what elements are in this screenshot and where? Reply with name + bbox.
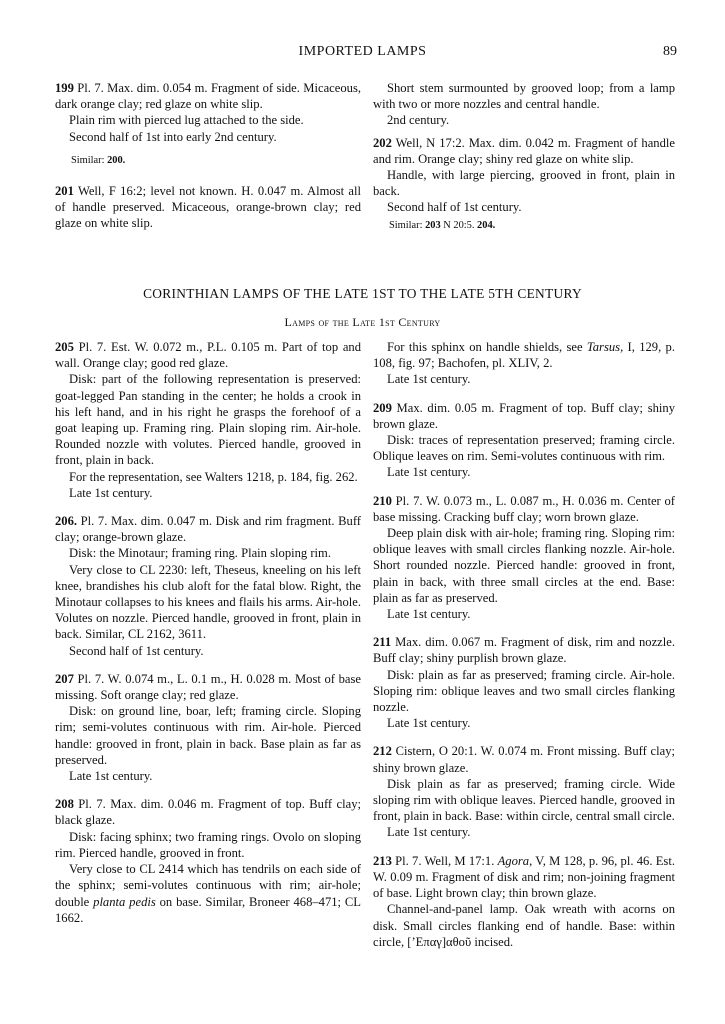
entry-text: Well, F 16:2; level not known. H. 0.047 m. Almost all of handle preserved. Micaceous, orange-brown clay; red glaze on white slip.	[55, 184, 361, 231]
entry-text: Handle, with large piercing, grooved in front, plain in back.	[373, 168, 675, 199]
catalog-entry-205	[55, 339, 361, 501]
catalog-entry-210	[373, 493, 675, 623]
similar-ref: 200.	[107, 154, 126, 166]
catalog-entry-201	[55, 183, 361, 232]
bottom-left-column	[55, 339, 361, 938]
text-run: , V, M 128, p. 96, pl. 46. Est. W. 0.09 m. Fragment of disk and rim; non-joining fragment of base. Light brown clay; thin brown glaze.	[373, 853, 675, 901]
entry-text: Second half of 1st into early 2nd century.	[69, 129, 277, 144]
entry-text: Well, N 17:2. Max. dim. 0.042 m. Fragment of handle and rim. Orange clay; shiny red glaze on white slip.	[373, 135, 675, 166]
entry-text: For the representation, see Walters 1218, p. 184, fig. 262.	[69, 469, 358, 484]
entry-text: Short stem surmounted by grooved loop; from a lamp with two or more nozzles and central handle.	[373, 81, 675, 112]
running-header	[0, 44, 725, 64]
entry-number: 199	[55, 81, 74, 95]
text-run: on base. Similar, Broneer 468–471; CL 1662.	[55, 894, 361, 925]
entry-number: 209	[373, 400, 392, 415]
entry-number: 207	[55, 671, 74, 686]
entry-text: Deep plain disk with air-hole; framing ring. Sloping rim: oblique leaves with small circles flanking nozzle. Air-hole. Short rounded nozzle. Pierced handle: grooved in front, plain in back, with three small circles at the end. Base: plain as far as preserved.	[373, 526, 675, 605]
entry-number: 202	[373, 135, 392, 150]
entry-text: Very close to CL 2230: left, Theseus, kneeling on his left knee, brandishes his club aloft for the fatal blow. Right, the Minotaur collapses to his knees and flails his arms. Air-hole. Volutes on nozzle. Pierced handle, grooved in front, plain in back. Similar, CL 2162, 3611.	[55, 562, 361, 642]
similar-ref: 203	[425, 219, 441, 231]
entry-text: Late 1st century.	[387, 716, 471, 731]
entry-number: 205	[55, 340, 74, 354]
entry-text: Pl. 7. W. 0.073 m., L. 0.087 m., H. 0.036 m. Center of base missing. Cracking buff clay; worn brown glaze.	[373, 493, 675, 524]
entry-number: 212	[373, 744, 392, 759]
entry-number: 213	[373, 853, 392, 868]
running-title: IMPORTED LAMPS	[298, 44, 427, 59]
entry-text: Disk plain as far as preserved; framing circle. Wide sloping rim with oblique leaves. Pierced handle, grooved in front, plain in back. Base: within circle, central small circle.	[373, 776, 675, 824]
entry-text: Late 1st century.	[69, 485, 153, 500]
catalog-entry-206	[55, 513, 361, 659]
entry-text: Plain rim with pierced lug attached to the side.	[69, 113, 304, 128]
catalog-entry-213	[373, 853, 675, 950]
text-run: For this sphinx on handle shields, see	[387, 340, 587, 354]
section-subtitle	[0, 315, 725, 330]
catalog-entry-208	[55, 796, 361, 926]
italic-title: Tarsus	[586, 340, 621, 354]
entry-text: Max. dim. 0.05 m. Fragment of top. Buff clay; shiny brown glaze.	[373, 400, 675, 431]
entry-text: Pl. 7. Max. dim. 0.054 m. Fragment of side. Micaceous, dark orange clay; red glaze on white slip.	[55, 81, 361, 112]
subtitle-text: Lamps of the Late 1st Century	[284, 315, 441, 329]
entry-number: 210	[373, 493, 392, 508]
page-number: 89	[663, 44, 677, 59]
entry-number: 206.	[55, 514, 78, 529]
entry-number: 201	[55, 184, 74, 199]
entry-text: Disk: plain as far as preserved; framing circle. Air-hole. Sloping rim: oblique leaves and two small circles flanking nozzle.	[373, 667, 675, 715]
italic-title: Agora	[497, 853, 530, 868]
entry-text: Pl. 7. W. 0.074 m., L. 0.1 m., H. 0.028 m. Most of base missing. Soft orange clay; red glaze.	[55, 671, 361, 703]
similar-ref: 204.	[477, 219, 496, 231]
catalog-entry-207	[55, 671, 361, 784]
top-left-column	[55, 80, 361, 244]
entry-text: Disk: the Minotaur; framing ring. Plain sloping rim.	[69, 546, 331, 561]
catalog-entry-209	[373, 400, 675, 481]
italic-term: planta pedis	[93, 894, 156, 909]
entry-text	[55, 861, 361, 926]
catalog-entry-202	[373, 135, 675, 216]
similar-label: Similar:	[71, 154, 108, 166]
entry-text	[373, 339, 675, 371]
bottom-right-column	[373, 339, 675, 962]
similar-location: N 20:5.	[440, 219, 478, 231]
text-run: Very close to CL 2414 which has tendrils on each side of the sphinx; semi-volutes continuous with rim; air-hole; double	[55, 862, 361, 909]
entry-text: Disk: part of the following representation is preserved: goat-legged Pan standing in the center; he holds a crook in his left hand, and in his right he grasps the forehoof of a goat leaping up. Framing ring. Plain sloping rim. Air-hole. Rounded nozzle with volutes. Pierced handle, grooved in front, plain in back.	[55, 372, 361, 468]
entry-text: Late 1st century.	[387, 825, 471, 840]
entry-text: Second half of 1st century.	[387, 200, 522, 215]
entry-text: Disk: on ground line, boar, left; framing circle. Sloping rim; semi-volutes continuous with rim. Air-hole. Pierced handle: grooved in front, plain in back. Base plain as far as preserved.	[55, 704, 361, 767]
similar-note	[71, 153, 361, 169]
entry-number: 208	[55, 797, 74, 812]
catalog-entry-211	[373, 634, 675, 731]
entry-continuation	[373, 80, 675, 129]
entry-number: 211	[373, 635, 392, 650]
entry-text: Pl. 7. Max. dim. 0.046 m. Fragment of top. Buff clay; black glaze.	[55, 797, 361, 828]
catalog-entry-199	[55, 80, 361, 145]
entry-text: Second half of 1st century.	[69, 643, 204, 658]
entry-text: Channel-and-panel lamp. Oak wreath with acorns on disk. Small circles flanking end of handle. Base: within circle, [’Επαγ]αθοῦ incised.	[373, 902, 675, 949]
entry-text: Cistern, O 20:1. W. 0.074 m. Front missing. Buff clay; shiny brown glaze.	[373, 744, 675, 775]
entry-text: Late 1st century.	[69, 769, 153, 784]
entry-text: Late 1st century.	[387, 607, 471, 622]
text-run: Pl. 7. Well, M 17:1.	[391, 853, 498, 868]
entry-text: 2nd century.	[387, 113, 450, 128]
entry-continuation	[373, 339, 675, 388]
similar-label: Similar:	[389, 219, 426, 231]
text-run: , I, 129, p. 108, fig. 97; Bachofen, pl. XLIV, 2.	[373, 340, 675, 371]
entry-text: Late 1st century.	[387, 372, 471, 387]
similar-note	[389, 218, 675, 234]
entry-text: Pl. 7. Est. W. 0.072 m., P.L. 0.105 m. Part of top and wall. Orange clay; good red glaze.	[55, 340, 361, 371]
entry-text: Disk: facing sphinx; two framing rings. Ovolo on sloping rim. Pierced handle, grooved in front.	[55, 829, 361, 860]
catalog-entry-212	[373, 743, 675, 840]
entry-text: Max. dim. 0.067 m. Fragment of disk, rim and nozzle. Buff clay; shiny purplish brown glaze.	[373, 635, 675, 666]
entry-text: Pl. 7. Max. dim. 0.047 m. Disk and rim fragment. Buff clay; orange-brown glaze.	[55, 514, 361, 545]
entry-text: Late 1st century.	[387, 465, 471, 480]
entry-text: Disk: traces of representation preserved; framing circle. Oblique leaves on rim. Semi-volutes continuous with rim.	[373, 433, 675, 464]
section-title: CORINTHIAN LAMPS OF THE LATE 1ST TO THE LATE 5TH CENTURY	[143, 286, 582, 301]
top-right-column	[373, 80, 675, 246]
